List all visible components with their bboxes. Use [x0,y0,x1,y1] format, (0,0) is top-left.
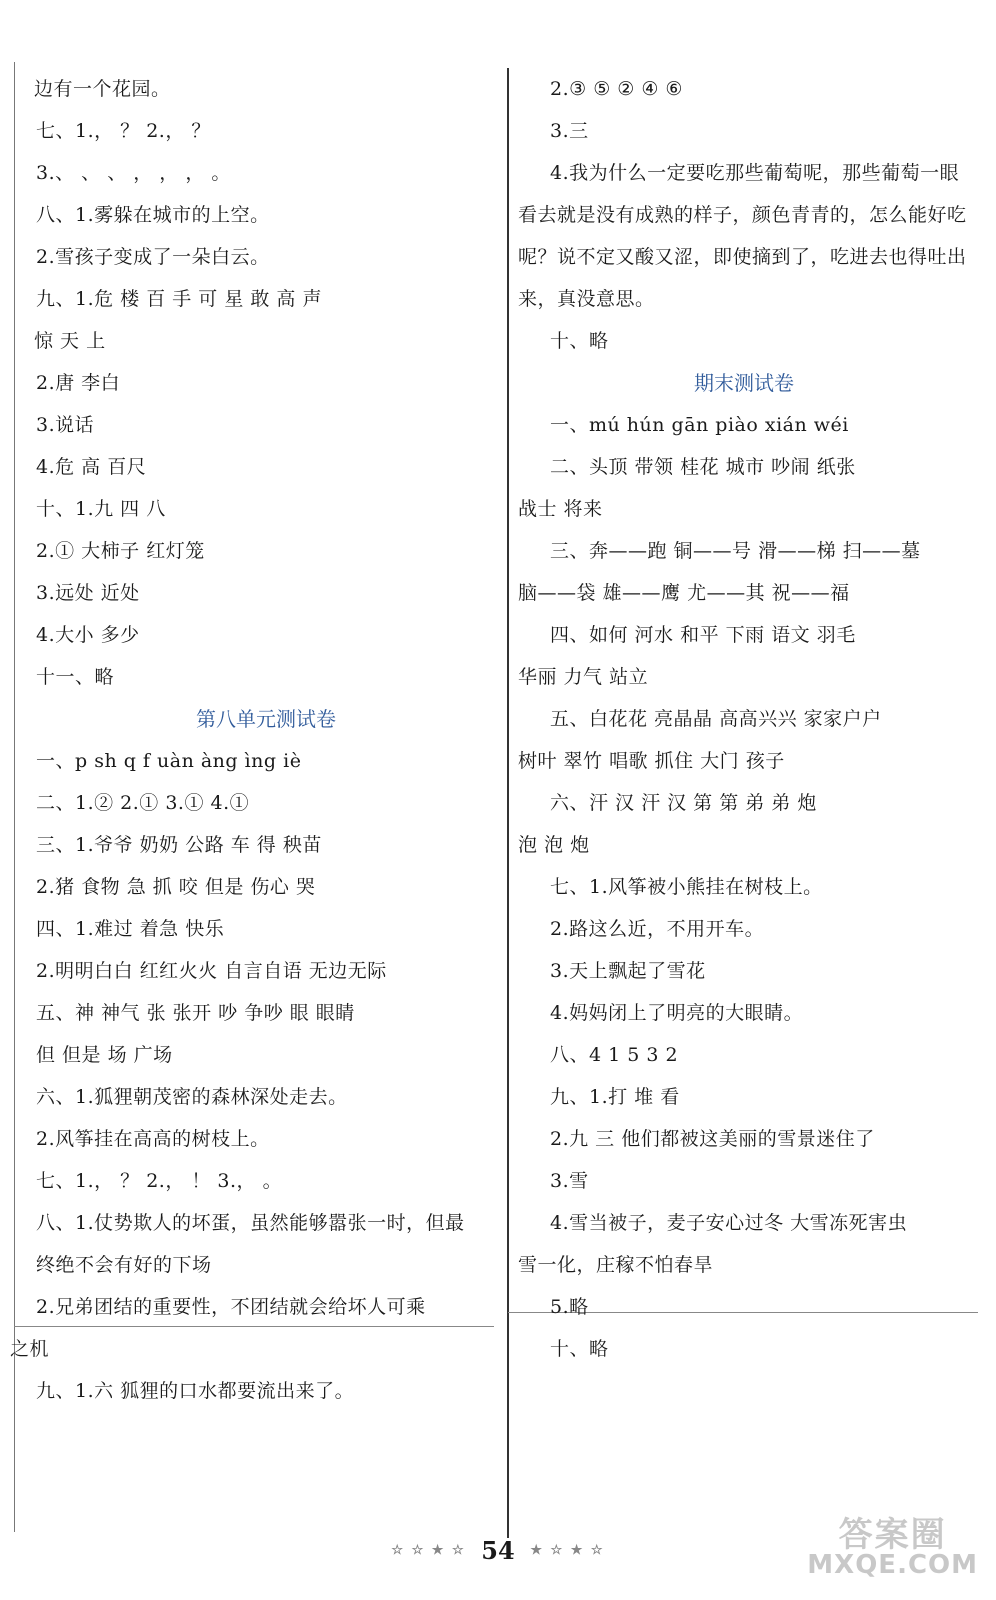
answer-line: 七、1.， ？ 2.， ？ [36,120,211,142]
answer-line: 看去就是没有成熟的样子，颜色青青的，怎么能好吃 [518,204,967,226]
answer-line: 华丽 力气 站立 [518,666,649,688]
answer-line: 十、1.九 四 八 [36,498,166,520]
answer-line: 4.大小 多少 [36,624,140,646]
answer-line: 2.① 大柿子 红灯笼 [36,540,205,562]
answer-line: 脑——袋 雄——鹰 尤——其 祝——福 [518,582,850,604]
answer-line: 3.天上飘起了雪花 [550,960,706,982]
answer-line: 四、如何 河水 和平 下雨 语文 羽毛 [550,624,856,646]
answer-line: 2.雪孩子变成了一朵白云。 [36,246,270,268]
left-column [10,68,496,1412]
answer-line: 二、头顶 带领 桂花 城市 吵闹 纸张 [550,456,856,478]
watermark-url: MXQE.COM [807,1550,978,1580]
answer-line: 3.说话 [36,414,95,436]
answer-line: 十、略 [550,1338,609,1360]
answer-line: 九、1.打 堆 看 [550,1086,680,1108]
answer-line: 4.危 高 百尺 [36,456,147,478]
answer-line: 八、1.仗势欺人的坏蛋，虽然能够嚣张一时，但最 [36,1212,465,1234]
answer-line: 十、略 [550,330,609,352]
answer-line: 之机 [10,1338,50,1360]
answer-line: 惊 天 上 [34,330,106,352]
answer-line: 树叶 翠竹 唱歌 抓住 大门 孩子 [518,750,785,772]
answer-line: 雪一化，庄稼不怕春旱 [518,1254,714,1276]
answer-line: 一、p sh q f uàn àng ìng iè [36,750,302,772]
answer-line: 六、1.狐狸朝茂密的森林深处走去。 [36,1086,348,1108]
footer-stars-left: ☆ ☆ ★ ☆ [391,1543,466,1558]
answer-line: 2.风筝挂在高高的树枝上。 [36,1128,270,1150]
answer-line: 但 但是 场 广场 [36,1044,173,1066]
answer-line: 4.我为什么一定要吃那些葡萄呢，那些葡萄一眼 [550,162,960,184]
answer-line: 五、白花花 亮晶晶 高高兴兴 家家户户 [550,708,882,730]
answer-line: 2.九 三 他们都被这美丽的雪景迷住了 [550,1128,875,1150]
answer-line: 2.③ ⑤ ② ④ ⑥ [550,78,683,100]
section-heading-final: 期末测试卷 [694,371,794,395]
answer-line: 八、4 1 5 3 2 [550,1044,679,1066]
answer-line: 五、神 神气 张 张开 吵 争吵 眼 眼睛 [36,1002,355,1024]
answer-line: 3.远处 近处 [36,582,140,604]
footer-stars-right: ★ ☆ ★ ☆ [530,1543,605,1558]
watermark-logo [807,1515,978,1580]
answer-line: 四、1.难过 着急 快乐 [36,918,225,940]
answer-line: 4.妈妈闭上了明亮的大眼睛。 [550,1002,804,1024]
watermark-title: 答案圈 [838,1515,947,1555]
left-edge-line [14,62,15,1532]
answer-line: 5.略 [550,1296,589,1318]
answer-line: 4.雪当被子，麦子安心过冬 大雪冻死害虫 [550,1212,908,1234]
answer-line: 3.雪 [550,1170,589,1192]
answer-line: 2.明明白白 红红火火 自言自语 无边无际 [36,960,387,982]
answer-line: 2.兄弟团结的重要性，不团结就会给坏人可乘 [36,1296,426,1318]
answer-line: 九、1.危 楼 百 手 可 星 敢 高 声 [36,288,322,310]
answer-line: 终绝不会有好的下场 [36,1254,212,1276]
answer-line: 六、汗 汉 汗 汉 第 第 弟 弟 炮 [550,792,817,814]
answer-line: 七、1.风筝被小熊挂在树枝上。 [550,876,823,898]
answer-line: 三、1.爷爷 奶奶 公路 车 得 秧苗 [36,834,322,856]
answer-line: 2.路这么近，不用开车。 [550,918,765,940]
answer-line: 战士 将来 [518,498,603,520]
section-heading-unit8: 第八单元测试卷 [196,707,336,731]
answer-line: 八、1.雾躲在城市的上空。 [36,204,270,226]
column-divider [507,68,509,1538]
page-number: 54 [481,1536,515,1565]
answer-line: 来，真没意思。 [518,288,655,310]
answer-line: 2.猪 食物 急 抓 咬 但是 伤心 哭 [36,876,316,898]
answer-line: 2.唐 李白 [36,372,121,394]
answer-line: 3.三 [550,120,589,142]
answer-line: 边有一个花园。 [34,78,171,100]
right-column [518,68,970,1370]
answer-line: 九、1.六 狐狸的口水都要流出来了。 [36,1380,355,1402]
answer-line: 二、1.② 2.① 3.① 4.① [36,792,250,814]
answer-line: 泡 泡 炮 [518,834,590,856]
answer-line: 十一、略 [36,666,115,688]
answer-line: 一、mú hún gān piào xián wéi [550,414,849,436]
answer-line: 七、1.， ？ 2.， ！ 3.， 。 [36,1170,283,1192]
answer-line: 3.、 、 、 ， ， ， 。 [36,162,231,184]
answer-line: 三、奔——跑 铜——号 滑——梯 扫——墓 [550,540,921,562]
answer-line: 呢？说不定又酸又涩，即使摘到了，吃进去也得吐出 [518,246,967,268]
